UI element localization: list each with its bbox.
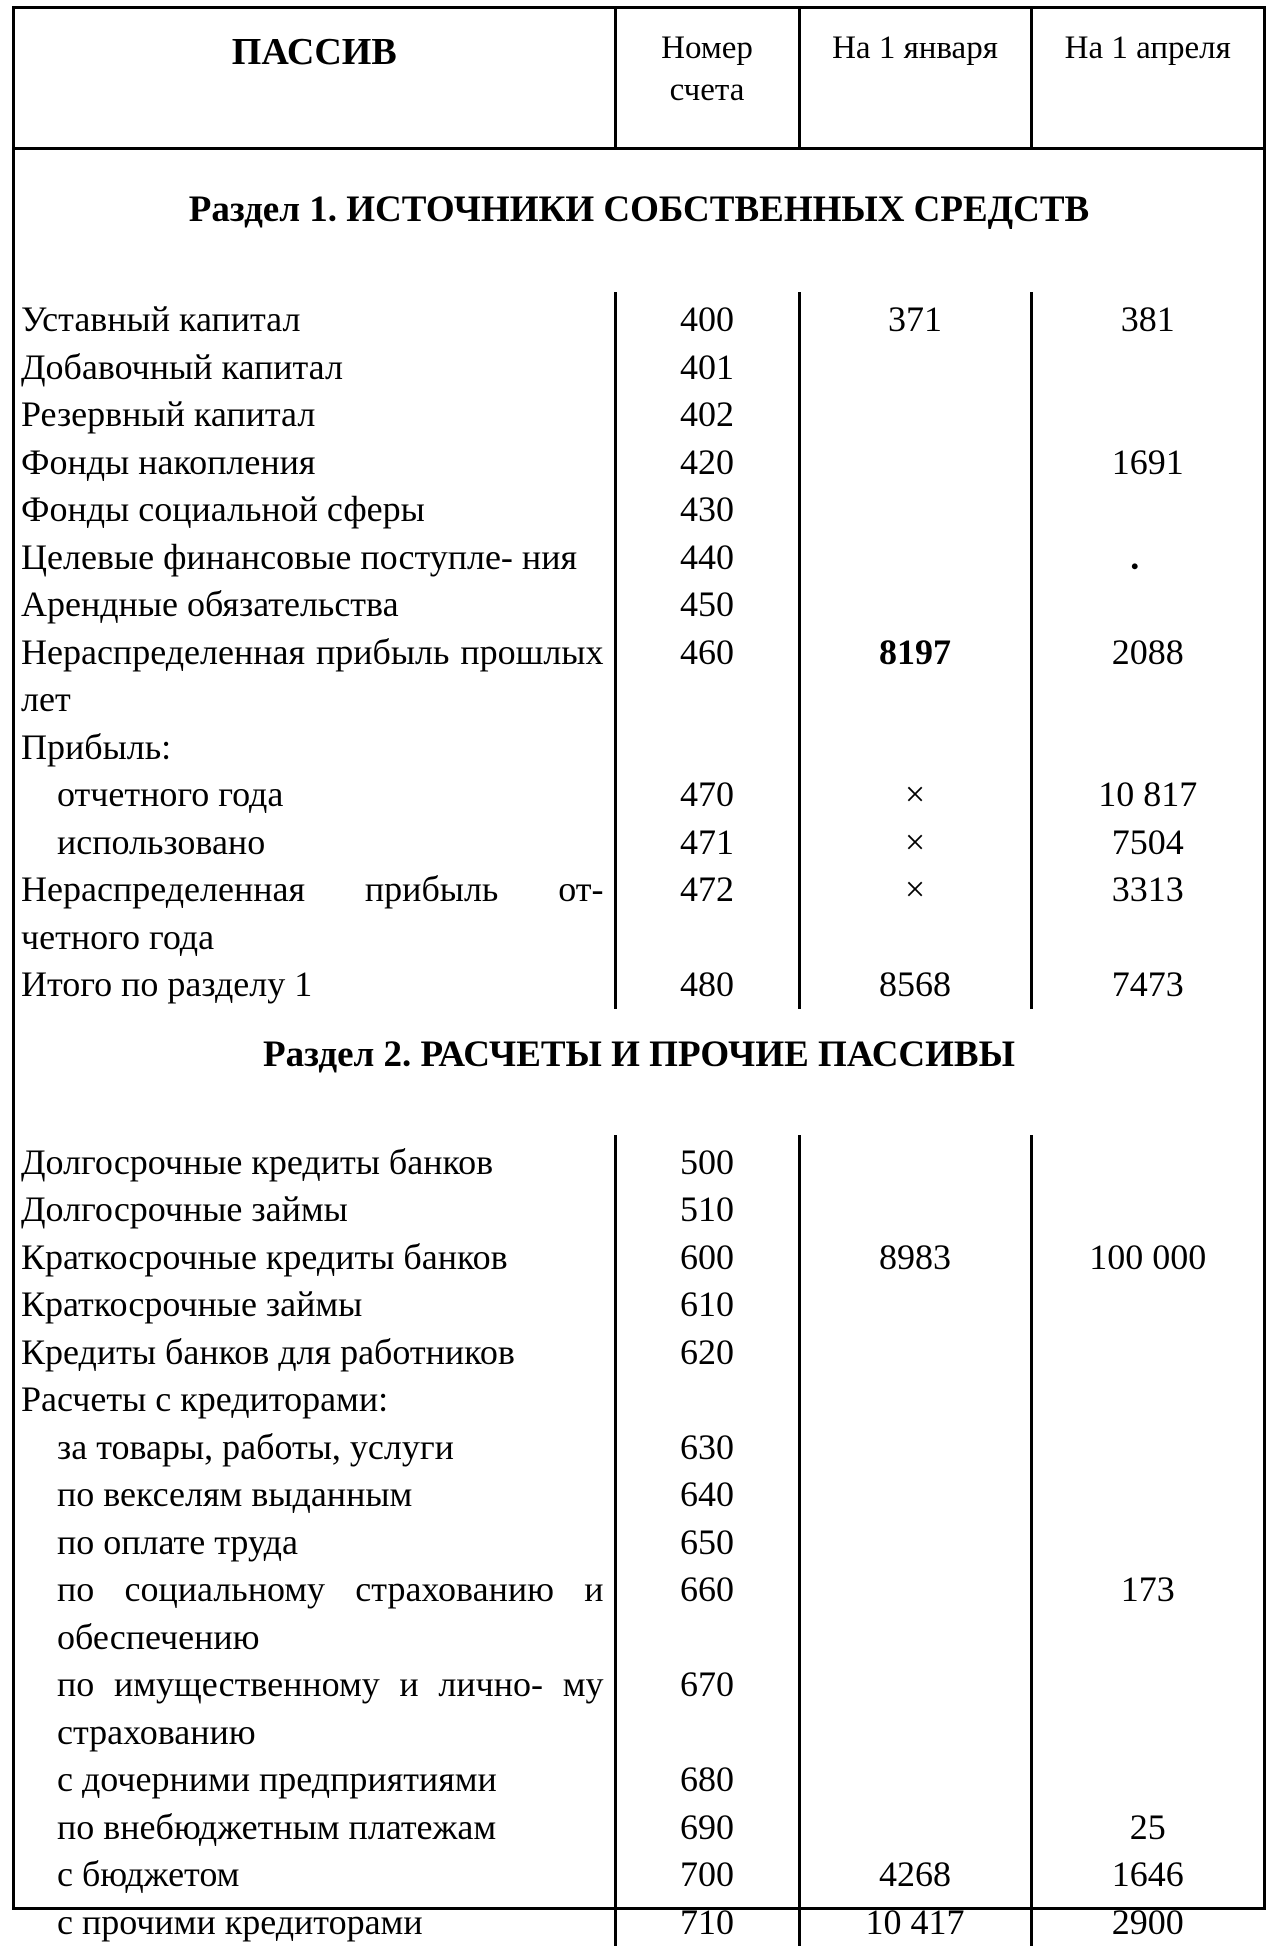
row-name: по имущественному и лично- му страхованию	[15, 1661, 615, 1756]
row-account-number: 610	[615, 1281, 799, 1329]
row-value-january	[799, 1376, 1031, 1424]
row-value-april: 7504	[1031, 819, 1263, 867]
row-account-number: 640	[615, 1471, 799, 1519]
section-title-group	[15, 1009, 1263, 1135]
row-value-april: 1646	[1031, 1851, 1263, 1899]
table-row	[15, 344, 1263, 392]
row-name: Резервный капитал	[15, 391, 615, 439]
table-row	[15, 1804, 1263, 1852]
row-value-april: 2900	[1031, 1899, 1263, 1946]
row-value-january: ×	[799, 771, 1031, 819]
header-account-number	[615, 9, 799, 149]
row-value-january	[799, 439, 1031, 487]
row-name: Фонды социальной сферы	[15, 486, 615, 534]
row-account-number: 460	[615, 629, 799, 724]
row-value-april	[1031, 486, 1263, 534]
row-name: Долгосрочные займы	[15, 1186, 615, 1234]
table-row	[15, 391, 1263, 439]
row-name: Кредиты банков для работников	[15, 1329, 615, 1377]
section-title-group	[15, 149, 1263, 293]
row-value-january	[799, 1424, 1031, 1472]
row-value-april: 25	[1031, 1804, 1263, 1852]
header-account-line2: счета	[621, 69, 794, 111]
row-value-april	[1031, 1376, 1263, 1424]
row-account-number: 620	[615, 1329, 799, 1377]
row-value-april	[1031, 1756, 1263, 1804]
row-account-number: 700	[615, 1851, 799, 1899]
table-header	[15, 9, 1263, 149]
row-value-january	[799, 1471, 1031, 1519]
row-name: по оплате труда	[15, 1519, 615, 1567]
table-row	[15, 629, 1263, 724]
row-value-january	[799, 1519, 1031, 1567]
row-value-january	[799, 1135, 1031, 1187]
row-value-january	[799, 1186, 1031, 1234]
row-name: по внебюджетным платежам	[15, 1804, 615, 1852]
row-value-april: 173	[1031, 1566, 1263, 1661]
row-value-january	[799, 391, 1031, 439]
row-value-january: 8983	[799, 1234, 1031, 1282]
row-account-number	[615, 1376, 799, 1424]
row-name: Прибыль:	[15, 724, 615, 772]
row-value-january	[799, 344, 1031, 392]
row-name: использовано	[15, 819, 615, 867]
table-row	[15, 581, 1263, 629]
row-account-number: 420	[615, 439, 799, 487]
row-name: по векселям выданным	[15, 1471, 615, 1519]
row-value-january: 8197	[799, 629, 1031, 724]
table-row	[15, 724, 1263, 772]
row-account-number: 430	[615, 486, 799, 534]
row-value-april: .	[1031, 534, 1263, 582]
row-value-april: 3313	[1031, 866, 1263, 961]
row-name: с прочими кредиторами	[15, 1899, 615, 1946]
row-value-january	[799, 1804, 1031, 1852]
row-name: Краткосрочные займы	[15, 1281, 615, 1329]
row-account-number: 600	[615, 1234, 799, 1282]
liabilities-table	[15, 9, 1263, 1946]
row-value-april	[1031, 1281, 1263, 1329]
table-row	[15, 1281, 1263, 1329]
table-row	[15, 961, 1263, 1009]
row-name: Нераспределенная прибыль от- четного года	[15, 866, 615, 961]
row-value-april	[1031, 1424, 1263, 1472]
row-account-number: 472	[615, 866, 799, 961]
row-account-number: 440	[615, 534, 799, 582]
row-value-april	[1031, 724, 1263, 772]
row-value-january	[799, 1329, 1031, 1377]
row-name: с бюджетом	[15, 1851, 615, 1899]
header-liabilities: ПАССИВ	[15, 9, 615, 149]
header-january: На 1 января	[799, 9, 1031, 149]
balance-sheet-liabilities	[12, 6, 1266, 1910]
header-account-line1: Номер	[621, 27, 794, 69]
section-title: Раздел 2. РАСЧЕТЫ И ПРОЧИЕ ПАССИВЫ	[15, 1009, 1263, 1135]
section-title: Раздел 1. ИСТОЧНИКИ СОБСТВЕННЫХ СРЕДСТВ	[15, 149, 1263, 293]
row-name: с дочерними предприятиями	[15, 1756, 615, 1804]
row-value-april: 1691	[1031, 439, 1263, 487]
table-row	[15, 866, 1263, 961]
row-name: Фонды накопления	[15, 439, 615, 487]
row-name: отчетного года	[15, 771, 615, 819]
row-name: Арендные обязательства	[15, 581, 615, 629]
row-name: Уставный капитал	[15, 292, 615, 344]
table-row	[15, 1186, 1263, 1234]
row-name: Расчеты с кредиторами:	[15, 1376, 615, 1424]
row-value-april	[1031, 1186, 1263, 1234]
row-account-number: 480	[615, 961, 799, 1009]
row-account-number: 470	[615, 771, 799, 819]
row-value-january	[799, 1756, 1031, 1804]
row-name: Долгосрочные кредиты банков	[15, 1135, 615, 1187]
row-account-number: 690	[615, 1804, 799, 1852]
row-value-april	[1031, 1661, 1263, 1756]
row-value-january	[799, 581, 1031, 629]
table-row	[15, 1519, 1263, 1567]
row-value-january	[799, 534, 1031, 582]
row-value-january	[799, 1281, 1031, 1329]
row-value-april	[1031, 344, 1263, 392]
row-account-number: 660	[615, 1566, 799, 1661]
table-row	[15, 1376, 1263, 1424]
table-row	[15, 771, 1263, 819]
row-account-number: 401	[615, 344, 799, 392]
section-rows	[15, 292, 1263, 1009]
row-name: Нераспределенная прибыль прошлых лет	[15, 629, 615, 724]
table-row	[15, 819, 1263, 867]
row-value-april: 2088	[1031, 629, 1263, 724]
row-value-april	[1031, 1135, 1263, 1187]
table-row	[15, 1471, 1263, 1519]
row-value-january	[799, 1661, 1031, 1756]
table-row	[15, 292, 1263, 344]
row-value-april: 7473	[1031, 961, 1263, 1009]
row-account-number: 670	[615, 1661, 799, 1756]
row-name: по социальному страхованию и обеспечению	[15, 1566, 615, 1661]
section-rows	[15, 1135, 1263, 1946]
row-value-april: 381	[1031, 292, 1263, 344]
row-name: Итого по разделу 1	[15, 961, 615, 1009]
row-account-number: 630	[615, 1424, 799, 1472]
row-value-january: 4268	[799, 1851, 1031, 1899]
table-row	[15, 1566, 1263, 1661]
row-value-january: 10 417	[799, 1899, 1031, 1946]
row-value-april	[1031, 1329, 1263, 1377]
table-row	[15, 439, 1263, 487]
table-row	[15, 1135, 1263, 1187]
table-row	[15, 1329, 1263, 1377]
row-value-april: 100 000	[1031, 1234, 1263, 1282]
row-name: Целевые финансовые поступле- ния	[15, 534, 615, 582]
row-account-number: 471	[615, 819, 799, 867]
row-name: Добавочный капитал	[15, 344, 615, 392]
row-value-january	[799, 724, 1031, 772]
table-row	[15, 1899, 1263, 1946]
row-value-january: ×	[799, 819, 1031, 867]
row-value-january: 8568	[799, 961, 1031, 1009]
row-value-january	[799, 1566, 1031, 1661]
row-value-january: 371	[799, 292, 1031, 344]
row-account-number: 400	[615, 292, 799, 344]
row-value-january	[799, 486, 1031, 534]
table-row	[15, 1424, 1263, 1472]
table-row	[15, 1234, 1263, 1282]
row-value-april: 10 817	[1031, 771, 1263, 819]
table-row	[15, 1661, 1263, 1756]
row-account-number	[615, 724, 799, 772]
table-row	[15, 1851, 1263, 1899]
row-account-number: 510	[615, 1186, 799, 1234]
table-row	[15, 486, 1263, 534]
table-row	[15, 534, 1263, 582]
row-name: за товары, работы, услуги	[15, 1424, 615, 1472]
row-value-april	[1031, 1519, 1263, 1567]
row-value-april	[1031, 1471, 1263, 1519]
row-value-april	[1031, 581, 1263, 629]
table-row	[15, 1756, 1263, 1804]
row-name: Краткосрочные кредиты банков	[15, 1234, 615, 1282]
row-account-number: 402	[615, 391, 799, 439]
row-value-january: ×	[799, 866, 1031, 961]
row-account-number: 500	[615, 1135, 799, 1187]
row-value-april	[1031, 391, 1263, 439]
row-account-number: 710	[615, 1899, 799, 1946]
header-april: На 1 апреля	[1031, 9, 1263, 149]
row-account-number: 450	[615, 581, 799, 629]
row-account-number: 650	[615, 1519, 799, 1567]
row-account-number: 680	[615, 1756, 799, 1804]
